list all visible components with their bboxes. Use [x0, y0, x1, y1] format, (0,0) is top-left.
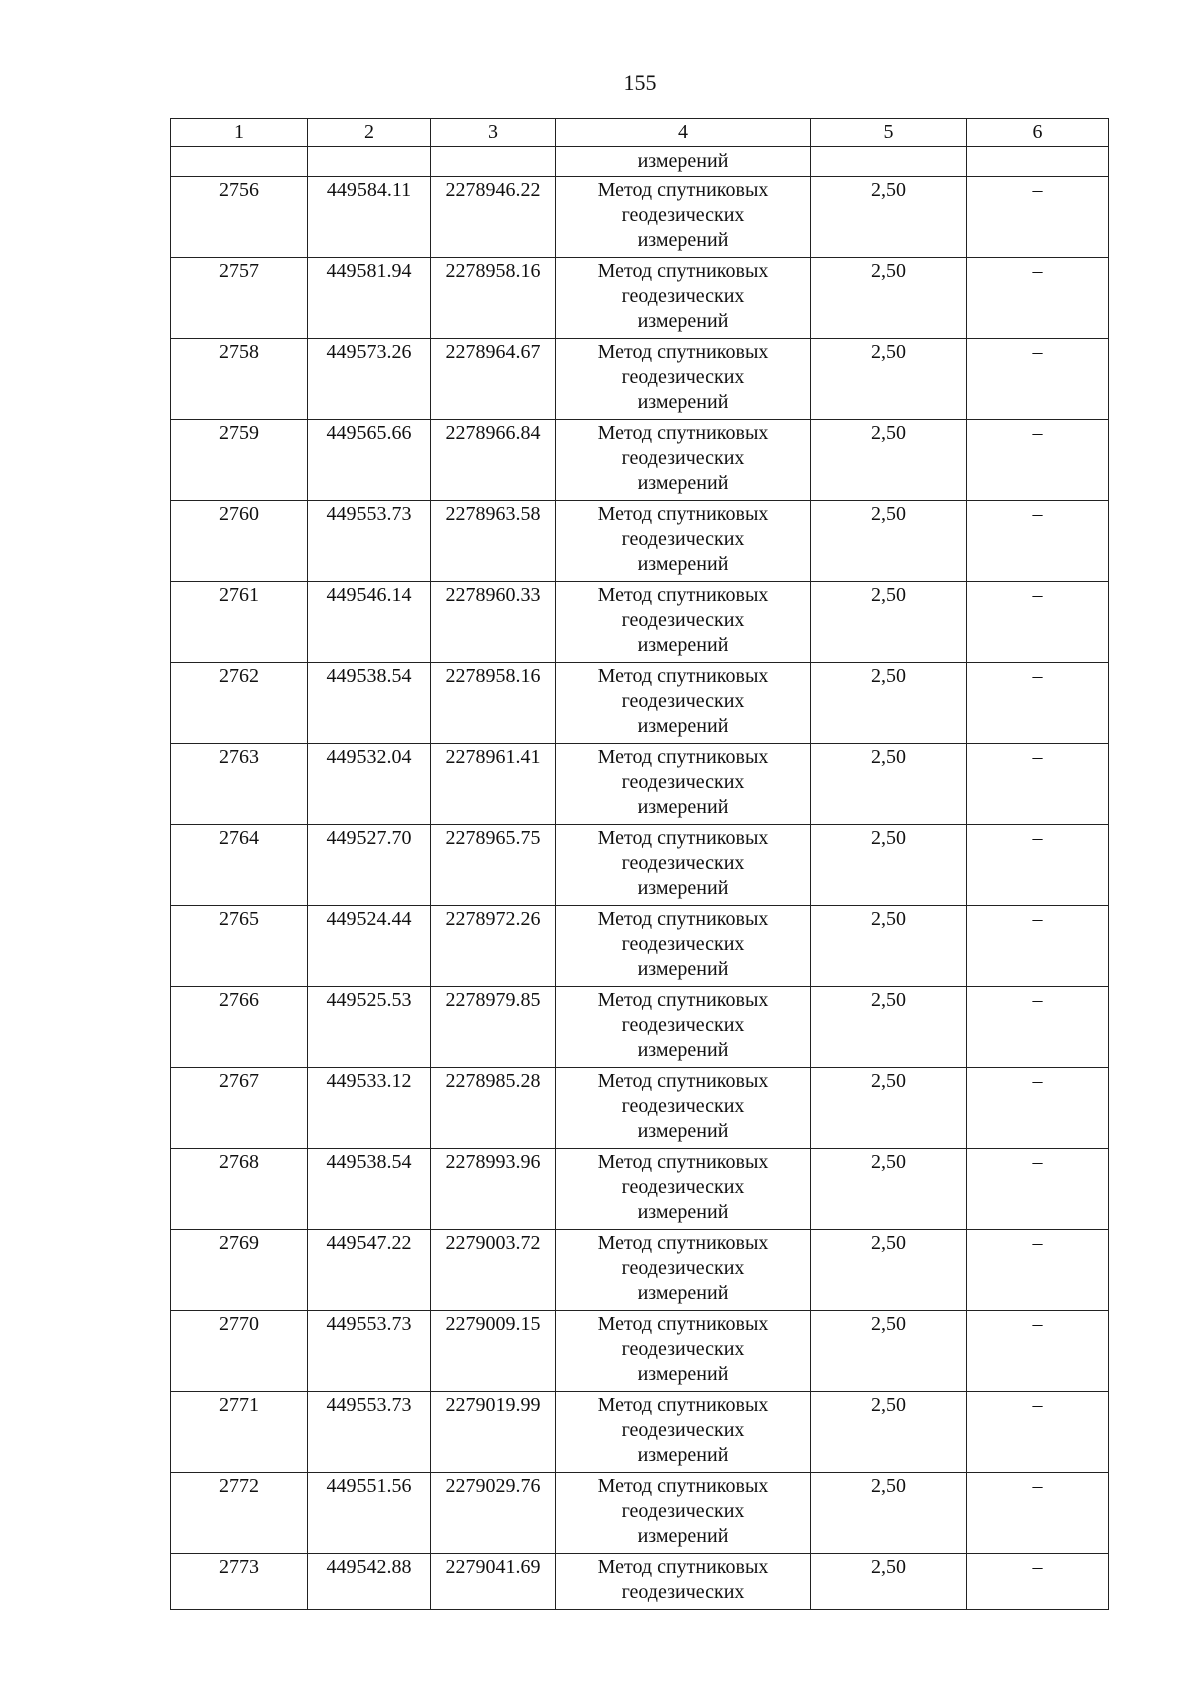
method-cell: измерений: [556, 147, 811, 177]
note-cell: –: [967, 1068, 1109, 1149]
note-cell: –: [967, 1230, 1109, 1311]
table-header: [171, 119, 1109, 147]
note-cell: –: [967, 825, 1109, 906]
accuracy-cell: 2,50: [811, 1230, 967, 1311]
column-header: 1: [171, 119, 308, 147]
point-number-cell: 2756: [171, 177, 308, 258]
note-cell: –: [967, 1473, 1109, 1554]
method-line: геодезических: [621, 690, 745, 712]
note-cell: –: [967, 663, 1109, 744]
y-coordinate-cell: 2279041.69: [431, 1554, 556, 1610]
note-cell: –: [967, 339, 1109, 420]
table-row: [171, 177, 1109, 258]
y-coordinate-cell: 2279009.15: [431, 1311, 556, 1392]
method-cell: [556, 1230, 811, 1311]
accuracy-cell: 2,50: [811, 1068, 967, 1149]
table-row: [171, 825, 1109, 906]
y-coordinate-cell: 2279003.72: [431, 1230, 556, 1311]
x-coordinate-cell: 449525.53: [308, 987, 431, 1068]
method-line: Метод спутниковых: [597, 503, 769, 525]
method-cell: [556, 420, 811, 501]
method-line: Метод спутниковых: [597, 1313, 769, 1335]
x-coordinate-cell: 449527.70: [308, 825, 431, 906]
method-line: Метод спутниковых: [597, 1556, 769, 1578]
page-number: 155: [623, 70, 657, 95]
table-row: [171, 1149, 1109, 1230]
note-cell: –: [967, 582, 1109, 663]
accuracy-cell: 2,50: [811, 177, 967, 258]
accuracy-cell: 2,50: [811, 420, 967, 501]
method-line: измерений: [637, 958, 729, 980]
method-line: измерений: [637, 1201, 729, 1223]
table-row: [171, 906, 1109, 987]
method-line: Метод спутниковых: [597, 827, 769, 849]
method-line: измерений: [637, 796, 729, 818]
point-number-cell: 2773: [171, 1554, 308, 1610]
continuation-row: [171, 147, 1109, 177]
point-number-cell: 2758: [171, 339, 308, 420]
method-line: измерений: [637, 472, 729, 494]
y-coordinate-cell: 2278963.58: [431, 501, 556, 582]
accuracy-cell: 2,50: [811, 744, 967, 825]
x-coordinate-cell: 449542.88: [308, 1554, 431, 1610]
method-line: измерений: [637, 229, 729, 251]
x-coordinate-cell: 449533.12: [308, 1068, 431, 1149]
method-cell: [556, 1392, 811, 1473]
y-coordinate-cell: 2278960.33: [431, 582, 556, 663]
y-coordinate-cell: 2278985.28: [431, 1068, 556, 1149]
note-cell: –: [967, 1149, 1109, 1230]
x-coordinate-cell: 449524.44: [308, 906, 431, 987]
table-row: [171, 987, 1109, 1068]
table-row: [171, 501, 1109, 582]
method-line: геодезических: [621, 1176, 745, 1198]
method-line: измерений: [637, 1444, 729, 1466]
method-line: геодезических: [621, 204, 745, 226]
x-coordinate-cell: 449538.54: [308, 1149, 431, 1230]
table-body: [171, 147, 1109, 1610]
method-line: Метод спутниковых: [597, 908, 769, 930]
method-cell: [556, 744, 811, 825]
note-cell: –: [967, 177, 1109, 258]
table-cell: [431, 147, 556, 177]
method-cell: [556, 177, 811, 258]
method-line: геодезических: [621, 1257, 745, 1279]
method-line: измерений: [637, 1039, 729, 1061]
method-line: геодезических: [621, 852, 745, 874]
note-cell: –: [967, 258, 1109, 339]
accuracy-cell: 2,50: [811, 1311, 967, 1392]
table-row: [171, 1554, 1109, 1610]
table-row: [171, 744, 1109, 825]
note-cell: –: [967, 744, 1109, 825]
method-line: измерений: [637, 310, 729, 332]
point-number-cell: 2770: [171, 1311, 308, 1392]
method-line: измерений: [637, 1120, 729, 1142]
accuracy-cell: 2,50: [811, 1149, 967, 1230]
table-cell: [811, 147, 967, 177]
method-line: измерений: [637, 1525, 729, 1547]
table-row: [171, 582, 1109, 663]
table-cell: [967, 147, 1109, 177]
method-line: Метод спутниковых: [597, 260, 769, 282]
column-number-row: [171, 119, 1109, 147]
method-cell: [556, 258, 811, 339]
x-coordinate-cell: 449553.73: [308, 501, 431, 582]
method-line: геодезических: [621, 1581, 745, 1603]
table-row: [171, 339, 1109, 420]
method-line: измерений: [637, 634, 729, 656]
point-number-cell: 2764: [171, 825, 308, 906]
method-line: геодезических: [621, 1338, 745, 1360]
method-cell: [556, 501, 811, 582]
column-header: 4: [556, 119, 811, 147]
x-coordinate-cell: 449573.26: [308, 339, 431, 420]
column-header: 2: [308, 119, 431, 147]
note-cell: –: [967, 906, 1109, 987]
y-coordinate-cell: 2279029.76: [431, 1473, 556, 1554]
y-coordinate-cell: 2278958.16: [431, 663, 556, 744]
accuracy-cell: 2,50: [811, 258, 967, 339]
method-line: Метод спутниковых: [597, 1475, 769, 1497]
method-line: измерений: [637, 715, 729, 737]
method-cell: [556, 1473, 811, 1554]
method-line: геодезических: [621, 933, 745, 955]
method-line: Метод спутниковых: [597, 665, 769, 687]
x-coordinate-cell: 449532.04: [308, 744, 431, 825]
note-cell: –: [967, 1311, 1109, 1392]
method-line: геодезических: [621, 528, 745, 550]
point-number-cell: 2763: [171, 744, 308, 825]
method-line: Метод спутниковых: [597, 341, 769, 363]
method-line: измерений: [637, 1282, 729, 1304]
accuracy-cell: 2,50: [811, 825, 967, 906]
method-line: геодезических: [621, 1014, 745, 1036]
column-header: 5: [811, 119, 967, 147]
column-header: 3: [431, 119, 556, 147]
table-row: [171, 1230, 1109, 1311]
column-header: 6: [967, 119, 1109, 147]
point-number-cell: 2762: [171, 663, 308, 744]
method-cell: [556, 1311, 811, 1392]
method-line: геодезических: [621, 285, 745, 307]
table-row: [171, 1392, 1109, 1473]
method-line: Метод спутниковых: [597, 1232, 769, 1254]
method-cell: [556, 339, 811, 420]
point-number-cell: 2759: [171, 420, 308, 501]
x-coordinate-cell: 449565.66: [308, 420, 431, 501]
accuracy-cell: 2,50: [811, 1554, 967, 1610]
y-coordinate-cell: 2279019.99: [431, 1392, 556, 1473]
note-cell: –: [967, 987, 1109, 1068]
method-line: геодезических: [621, 1095, 745, 1117]
table-row: [171, 1311, 1109, 1392]
x-coordinate-cell: 449547.22: [308, 1230, 431, 1311]
y-coordinate-cell: 2278946.22: [431, 177, 556, 258]
table-row: [171, 1473, 1109, 1554]
table-row: [171, 1068, 1109, 1149]
point-number-cell: 2760: [171, 501, 308, 582]
accuracy-cell: 2,50: [811, 1392, 967, 1473]
method-cell: [556, 663, 811, 744]
point-number-cell: 2767: [171, 1068, 308, 1149]
method-cell: [556, 1068, 811, 1149]
note-cell: –: [967, 501, 1109, 582]
point-number-cell: 2761: [171, 582, 308, 663]
method-line: Метод спутниковых: [597, 746, 769, 768]
x-coordinate-cell: 449584.11: [308, 177, 431, 258]
accuracy-cell: 2,50: [811, 663, 967, 744]
point-number-cell: 2768: [171, 1149, 308, 1230]
coordinates-table: [170, 118, 1109, 1610]
accuracy-cell: 2,50: [811, 906, 967, 987]
method-cell: [556, 906, 811, 987]
y-coordinate-cell: 2278958.16: [431, 258, 556, 339]
point-number-cell: 2766: [171, 987, 308, 1068]
method-cell: [556, 987, 811, 1068]
method-line: геодезических: [621, 447, 745, 469]
x-coordinate-cell: 449538.54: [308, 663, 431, 744]
x-coordinate-cell: 449581.94: [308, 258, 431, 339]
note-cell: –: [967, 1392, 1109, 1473]
method-line: измерений: [637, 553, 729, 575]
method-line: Метод спутниковых: [597, 1151, 769, 1173]
point-number-cell: 2757: [171, 258, 308, 339]
y-coordinate-cell: 2278961.41: [431, 744, 556, 825]
note-cell: –: [967, 420, 1109, 501]
method-line: геодезических: [621, 1419, 745, 1441]
table-cell: [171, 147, 308, 177]
method-line: Метод спутниковых: [597, 584, 769, 606]
method-line: Метод спутниковых: [597, 1394, 769, 1416]
method-line: Метод спутниковых: [597, 179, 769, 201]
table-row: [171, 420, 1109, 501]
method-line: Метод спутниковых: [597, 1070, 769, 1092]
table-cell: [308, 147, 431, 177]
accuracy-cell: 2,50: [811, 582, 967, 663]
x-coordinate-cell: 449553.73: [308, 1311, 431, 1392]
method-line: геодезических: [621, 366, 745, 388]
method-line: измерений: [637, 877, 729, 899]
y-coordinate-cell: 2278972.26: [431, 906, 556, 987]
x-coordinate-cell: 449551.56: [308, 1473, 431, 1554]
method-line: геодезических: [621, 1500, 745, 1522]
y-coordinate-cell: 2278965.75: [431, 825, 556, 906]
method-cell: [556, 825, 811, 906]
point-number-cell: 2769: [171, 1230, 308, 1311]
x-coordinate-cell: 449553.73: [308, 1392, 431, 1473]
accuracy-cell: 2,50: [811, 339, 967, 420]
method-line: Метод спутниковых: [597, 422, 769, 444]
point-number-cell: 2771: [171, 1392, 308, 1473]
method-cell: [556, 1149, 811, 1230]
accuracy-cell: 2,50: [811, 987, 967, 1068]
note-cell: –: [967, 1554, 1109, 1610]
method-cell: [556, 582, 811, 663]
method-cell: [556, 1554, 811, 1610]
method-line: измерений: [637, 1363, 729, 1385]
method-line: измерений: [637, 391, 729, 413]
y-coordinate-cell: 2278979.85: [431, 987, 556, 1068]
y-coordinate-cell: 2278964.67: [431, 339, 556, 420]
method-line: Метод спутниковых: [597, 989, 769, 1011]
point-number-cell: 2765: [171, 906, 308, 987]
table-row: [171, 663, 1109, 744]
method-line: геодезических: [621, 771, 745, 793]
x-coordinate-cell: 449546.14: [308, 582, 431, 663]
point-number-cell: 2772: [171, 1473, 308, 1554]
table-row: [171, 258, 1109, 339]
method-line: геодезических: [621, 609, 745, 631]
y-coordinate-cell: 2278993.96: [431, 1149, 556, 1230]
y-coordinate-cell: 2278966.84: [431, 420, 556, 501]
accuracy-cell: 2,50: [811, 1473, 967, 1554]
accuracy-cell: 2,50: [811, 501, 967, 582]
